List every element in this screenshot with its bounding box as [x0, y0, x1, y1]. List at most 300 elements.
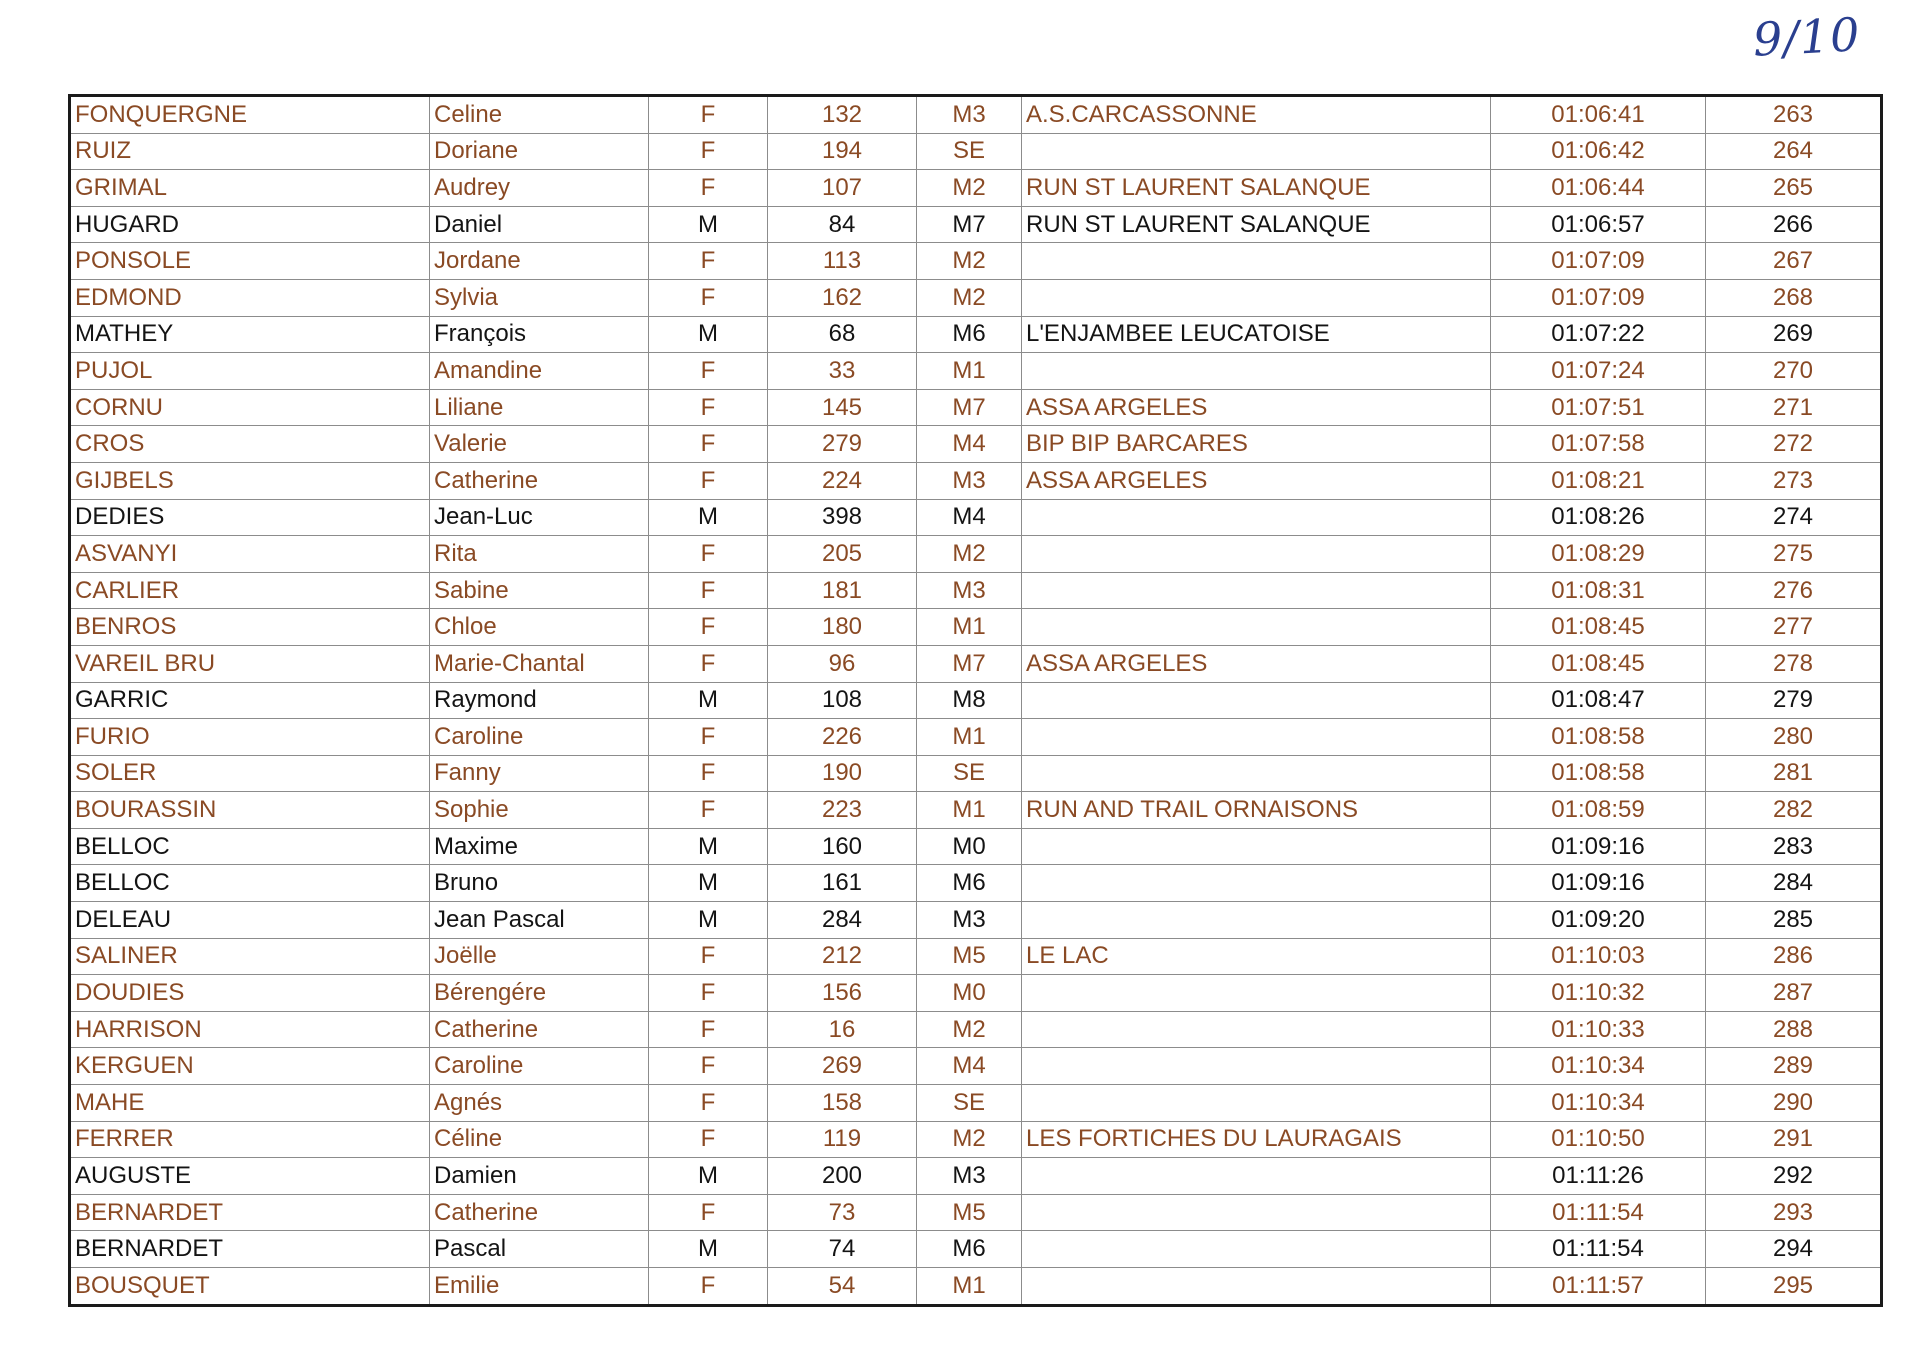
bib-number-cell: 108	[768, 682, 917, 719]
bib-number-cell: 226	[768, 719, 917, 756]
finish-time-cell: 01:09:16	[1491, 828, 1706, 865]
first-name-cell: Joëlle	[430, 938, 649, 975]
first-name-cell: Pascal	[430, 1231, 649, 1268]
table-row	[70, 609, 1882, 646]
finish-time-cell: 01:08:45	[1491, 609, 1706, 646]
last-name-cell: DEDIES	[70, 499, 430, 536]
category-cell: M0	[917, 828, 1022, 865]
category-cell: M3	[917, 1158, 1022, 1195]
table-row	[70, 572, 1882, 609]
first-name-cell: Jean-Luc	[430, 499, 649, 536]
first-name-cell: Catherine	[430, 1194, 649, 1231]
finish-time-cell: 01:10:34	[1491, 1085, 1706, 1122]
bib-number-cell: 205	[768, 536, 917, 573]
rank-cell: 291	[1706, 1121, 1882, 1158]
club-cell	[1022, 499, 1491, 536]
finish-time-cell: 01:11:54	[1491, 1194, 1706, 1231]
club-cell: RUN ST LAURENT SALANQUE	[1022, 206, 1491, 243]
finish-time-cell: 01:08:26	[1491, 499, 1706, 536]
rank-cell: 293	[1706, 1194, 1882, 1231]
club-cell: RUN AND TRAIL ORNAISONS	[1022, 792, 1491, 829]
club-cell	[1022, 279, 1491, 316]
category-cell: M2	[917, 170, 1022, 207]
finish-time-cell: 01:10:32	[1491, 975, 1706, 1012]
last-name-cell: GRIMAL	[70, 170, 430, 207]
finish-time-cell: 01:07:51	[1491, 389, 1706, 426]
club-cell	[1022, 572, 1491, 609]
bib-number-cell: 279	[768, 426, 917, 463]
club-cell	[1022, 975, 1491, 1012]
category-cell: M1	[917, 609, 1022, 646]
finish-time-cell: 01:07:24	[1491, 353, 1706, 390]
rank-cell: 287	[1706, 975, 1882, 1012]
bib-number-cell: 398	[768, 499, 917, 536]
category-cell: M5	[917, 1194, 1022, 1231]
handwritten-page-number: 9/10	[1751, 7, 1862, 67]
finish-time-cell: 01:08:58	[1491, 719, 1706, 756]
sex-cell: M	[649, 682, 768, 719]
sex-cell: F	[649, 536, 768, 573]
finish-time-cell: 01:07:09	[1491, 243, 1706, 280]
rank-cell: 263	[1706, 96, 1882, 134]
category-cell: M1	[917, 353, 1022, 390]
bib-number-cell: 181	[768, 572, 917, 609]
club-cell	[1022, 865, 1491, 902]
first-name-cell: Catherine	[430, 462, 649, 499]
finish-time-cell: 01:10:33	[1491, 1011, 1706, 1048]
rank-cell: 275	[1706, 536, 1882, 573]
table-row	[70, 645, 1882, 682]
last-name-cell: VAREIL BRU	[70, 645, 430, 682]
table-row	[70, 243, 1882, 280]
bib-number-cell: 132	[768, 96, 917, 134]
table-row	[70, 1194, 1882, 1231]
table-row	[70, 828, 1882, 865]
finish-time-cell: 01:08:45	[1491, 645, 1706, 682]
category-cell: M2	[917, 536, 1022, 573]
last-name-cell: FERRER	[70, 1121, 430, 1158]
finish-time-cell: 01:07:09	[1491, 279, 1706, 316]
first-name-cell: Valerie	[430, 426, 649, 463]
sex-cell: F	[649, 133, 768, 170]
rank-cell: 272	[1706, 426, 1882, 463]
first-name-cell: Rita	[430, 536, 649, 573]
category-cell: M0	[917, 975, 1022, 1012]
category-cell: M8	[917, 682, 1022, 719]
rank-cell: 264	[1706, 133, 1882, 170]
category-cell: M7	[917, 206, 1022, 243]
first-name-cell: Celine	[430, 96, 649, 134]
last-name-cell: RUIZ	[70, 133, 430, 170]
first-name-cell: Amandine	[430, 353, 649, 390]
table-row	[70, 499, 1882, 536]
sex-cell: F	[649, 279, 768, 316]
finish-time-cell: 01:10:34	[1491, 1048, 1706, 1085]
first-name-cell: Caroline	[430, 719, 649, 756]
table-row	[70, 865, 1882, 902]
table-row	[70, 426, 1882, 463]
rank-cell: 265	[1706, 170, 1882, 207]
club-cell	[1022, 828, 1491, 865]
sex-cell: F	[649, 1268, 768, 1306]
club-cell	[1022, 1048, 1491, 1085]
category-cell: M7	[917, 389, 1022, 426]
club-cell	[1022, 243, 1491, 280]
finish-time-cell: 01:09:16	[1491, 865, 1706, 902]
last-name-cell: MATHEY	[70, 316, 430, 353]
table-row	[70, 389, 1882, 426]
table-row	[70, 792, 1882, 829]
club-cell: LES FORTICHES DU LAURAGAIS	[1022, 1121, 1491, 1158]
rank-cell: 266	[1706, 206, 1882, 243]
sex-cell: M	[649, 206, 768, 243]
table-row	[70, 1121, 1882, 1158]
first-name-cell: Bérengére	[430, 975, 649, 1012]
sex-cell: F	[649, 572, 768, 609]
finish-time-cell: 01:06:41	[1491, 96, 1706, 134]
club-cell	[1022, 1194, 1491, 1231]
sex-cell: F	[649, 645, 768, 682]
last-name-cell: CORNU	[70, 389, 430, 426]
club-cell	[1022, 902, 1491, 939]
sex-cell: M	[649, 1231, 768, 1268]
bib-number-cell: 269	[768, 1048, 917, 1085]
results-table-body	[70, 96, 1882, 1306]
table-row	[70, 938, 1882, 975]
first-name-cell: Jean Pascal	[430, 902, 649, 939]
bib-number-cell: 194	[768, 133, 917, 170]
last-name-cell: DELEAU	[70, 902, 430, 939]
last-name-cell: CROS	[70, 426, 430, 463]
category-cell: M6	[917, 1231, 1022, 1268]
last-name-cell: EDMOND	[70, 279, 430, 316]
finish-time-cell: 01:10:50	[1491, 1121, 1706, 1158]
sex-cell: F	[649, 792, 768, 829]
rank-cell: 273	[1706, 462, 1882, 499]
table-row	[70, 755, 1882, 792]
table-row	[70, 462, 1882, 499]
finish-time-cell: 01:08:31	[1491, 572, 1706, 609]
first-name-cell: Raymond	[430, 682, 649, 719]
sex-cell: F	[649, 609, 768, 646]
category-cell: SE	[917, 755, 1022, 792]
category-cell: M6	[917, 316, 1022, 353]
sex-cell: F	[649, 1048, 768, 1085]
first-name-cell: Jordane	[430, 243, 649, 280]
first-name-cell: Céline	[430, 1121, 649, 1158]
first-name-cell: Doriane	[430, 133, 649, 170]
last-name-cell: DOUDIES	[70, 975, 430, 1012]
table-row	[70, 682, 1882, 719]
last-name-cell: SALINER	[70, 938, 430, 975]
club-cell: LE LAC	[1022, 938, 1491, 975]
rank-cell: 281	[1706, 755, 1882, 792]
rank-cell: 285	[1706, 902, 1882, 939]
bib-number-cell: 224	[768, 462, 917, 499]
sex-cell: M	[649, 316, 768, 353]
table-row	[70, 902, 1882, 939]
table-row	[70, 133, 1882, 170]
last-name-cell: MAHE	[70, 1085, 430, 1122]
sex-cell: F	[649, 1194, 768, 1231]
bib-number-cell: 84	[768, 206, 917, 243]
table-row	[70, 1158, 1882, 1195]
finish-time-cell: 01:07:22	[1491, 316, 1706, 353]
last-name-cell: GIJBELS	[70, 462, 430, 499]
first-name-cell: Sophie	[430, 792, 649, 829]
last-name-cell: SOLER	[70, 755, 430, 792]
first-name-cell: Daniel	[430, 206, 649, 243]
finish-time-cell: 01:06:44	[1491, 170, 1706, 207]
first-name-cell: Chloe	[430, 609, 649, 646]
finish-time-cell: 01:09:20	[1491, 902, 1706, 939]
category-cell: M3	[917, 902, 1022, 939]
finish-time-cell: 01:08:47	[1491, 682, 1706, 719]
club-cell	[1022, 1011, 1491, 1048]
bib-number-cell: 160	[768, 828, 917, 865]
bib-number-cell: 158	[768, 1085, 917, 1122]
club-cell	[1022, 1268, 1491, 1306]
finish-time-cell: 01:08:21	[1491, 462, 1706, 499]
last-name-cell: FONQUERGNE	[70, 96, 430, 134]
finish-time-cell: 01:08:58	[1491, 755, 1706, 792]
bib-number-cell: 73	[768, 1194, 917, 1231]
first-name-cell: Audrey	[430, 170, 649, 207]
last-name-cell: CARLIER	[70, 572, 430, 609]
rank-cell: 276	[1706, 572, 1882, 609]
rank-cell: 267	[1706, 243, 1882, 280]
sex-cell: M	[649, 828, 768, 865]
bib-number-cell: 190	[768, 755, 917, 792]
first-name-cell: Emilie	[430, 1268, 649, 1306]
last-name-cell: BERNARDET	[70, 1231, 430, 1268]
rank-cell: 286	[1706, 938, 1882, 975]
category-cell: M2	[917, 1121, 1022, 1158]
club-cell: BIP BIP BARCARES	[1022, 426, 1491, 463]
last-name-cell: HARRISON	[70, 1011, 430, 1048]
club-cell	[1022, 536, 1491, 573]
bib-number-cell: 161	[768, 865, 917, 902]
finish-time-cell: 01:10:03	[1491, 938, 1706, 975]
first-name-cell: François	[430, 316, 649, 353]
table-row	[70, 170, 1882, 207]
rank-cell: 292	[1706, 1158, 1882, 1195]
first-name-cell: Liliane	[430, 389, 649, 426]
last-name-cell: FURIO	[70, 719, 430, 756]
last-name-cell: ASVANYI	[70, 536, 430, 573]
first-name-cell: Agnés	[430, 1085, 649, 1122]
sex-cell: F	[649, 1011, 768, 1048]
bib-number-cell: 107	[768, 170, 917, 207]
bib-number-cell: 156	[768, 975, 917, 1012]
category-cell: M3	[917, 462, 1022, 499]
rank-cell: 295	[1706, 1268, 1882, 1306]
last-name-cell: BELLOC	[70, 828, 430, 865]
category-cell: M4	[917, 1048, 1022, 1085]
last-name-cell: AUGUSTE	[70, 1158, 430, 1195]
club-cell: L'ENJAMBEE LEUCATOISE	[1022, 316, 1491, 353]
finish-time-cell: 01:11:54	[1491, 1231, 1706, 1268]
sex-cell: F	[649, 170, 768, 207]
category-cell: M1	[917, 719, 1022, 756]
club-cell	[1022, 682, 1491, 719]
sex-cell: M	[649, 499, 768, 536]
first-name-cell: Marie-Chantal	[430, 645, 649, 682]
last-name-cell: BERNARDET	[70, 1194, 430, 1231]
bib-number-cell: 180	[768, 609, 917, 646]
category-cell: M4	[917, 426, 1022, 463]
bib-number-cell: 212	[768, 938, 917, 975]
last-name-cell: BOURASSIN	[70, 792, 430, 829]
table-row	[70, 1011, 1882, 1048]
rank-cell: 284	[1706, 865, 1882, 902]
table-row	[70, 206, 1882, 243]
club-cell: ASSA ARGELES	[1022, 389, 1491, 426]
category-cell: M4	[917, 499, 1022, 536]
table-row	[70, 1231, 1882, 1268]
bib-number-cell: 223	[768, 792, 917, 829]
sex-cell: M	[649, 1158, 768, 1195]
category-cell: SE	[917, 133, 1022, 170]
bib-number-cell: 200	[768, 1158, 917, 1195]
table-row	[70, 1268, 1882, 1306]
finish-time-cell: 01:11:26	[1491, 1158, 1706, 1195]
sex-cell: F	[649, 755, 768, 792]
bib-number-cell: 162	[768, 279, 917, 316]
finish-time-cell: 01:08:29	[1491, 536, 1706, 573]
sex-cell: F	[649, 1121, 768, 1158]
table-row	[70, 975, 1882, 1012]
rank-cell: 268	[1706, 279, 1882, 316]
bib-number-cell: 68	[768, 316, 917, 353]
first-name-cell: Bruno	[430, 865, 649, 902]
club-cell: RUN ST LAURENT SALANQUE	[1022, 170, 1491, 207]
first-name-cell: Catherine	[430, 1011, 649, 1048]
rank-cell: 278	[1706, 645, 1882, 682]
table-row	[70, 719, 1882, 756]
club-cell	[1022, 755, 1491, 792]
category-cell: M6	[917, 865, 1022, 902]
category-cell: M1	[917, 792, 1022, 829]
bib-number-cell: 145	[768, 389, 917, 426]
table-row	[70, 1085, 1882, 1122]
rank-cell: 282	[1706, 792, 1882, 829]
sex-cell: M	[649, 865, 768, 902]
finish-time-cell: 01:07:58	[1491, 426, 1706, 463]
rank-cell: 288	[1706, 1011, 1882, 1048]
sex-cell: F	[649, 1085, 768, 1122]
first-name-cell: Caroline	[430, 1048, 649, 1085]
last-name-cell: BELLOC	[70, 865, 430, 902]
category-cell: M3	[917, 96, 1022, 134]
last-name-cell: PONSOLE	[70, 243, 430, 280]
club-cell	[1022, 719, 1491, 756]
category-cell: M2	[917, 1011, 1022, 1048]
bib-number-cell: 16	[768, 1011, 917, 1048]
table-row	[70, 96, 1882, 134]
finish-time-cell: 01:06:42	[1491, 133, 1706, 170]
rank-cell: 277	[1706, 609, 1882, 646]
table-row	[70, 353, 1882, 390]
bib-number-cell: 113	[768, 243, 917, 280]
sex-cell: F	[649, 243, 768, 280]
club-cell	[1022, 1231, 1491, 1268]
rank-cell: 290	[1706, 1085, 1882, 1122]
rank-cell: 274	[1706, 499, 1882, 536]
category-cell: SE	[917, 1085, 1022, 1122]
sex-cell: F	[649, 389, 768, 426]
bib-number-cell: 54	[768, 1268, 917, 1306]
table-row	[70, 536, 1882, 573]
rank-cell: 280	[1706, 719, 1882, 756]
first-name-cell: Maxime	[430, 828, 649, 865]
category-cell: M3	[917, 572, 1022, 609]
club-cell: A.S.CARCASSONNE	[1022, 96, 1491, 134]
bib-number-cell: 74	[768, 1231, 917, 1268]
last-name-cell: BOUSQUET	[70, 1268, 430, 1306]
finish-time-cell: 01:11:57	[1491, 1268, 1706, 1306]
category-cell: M1	[917, 1268, 1022, 1306]
bib-number-cell: 284	[768, 902, 917, 939]
rank-cell: 271	[1706, 389, 1882, 426]
club-cell	[1022, 133, 1491, 170]
finish-time-cell: 01:06:57	[1491, 206, 1706, 243]
category-cell: M5	[917, 938, 1022, 975]
sex-cell: F	[649, 462, 768, 499]
sex-cell: F	[649, 96, 768, 134]
first-name-cell: Sylvia	[430, 279, 649, 316]
last-name-cell: BENROS	[70, 609, 430, 646]
finish-time-cell: 01:08:59	[1491, 792, 1706, 829]
rank-cell: 270	[1706, 353, 1882, 390]
table-row	[70, 316, 1882, 353]
last-name-cell: KERGUEN	[70, 1048, 430, 1085]
category-cell: M2	[917, 279, 1022, 316]
first-name-cell: Fanny	[430, 755, 649, 792]
table-row	[70, 1048, 1882, 1085]
category-cell: M7	[917, 645, 1022, 682]
club-cell	[1022, 1158, 1491, 1195]
rank-cell: 283	[1706, 828, 1882, 865]
bib-number-cell: 33	[768, 353, 917, 390]
club-cell: ASSA ARGELES	[1022, 462, 1491, 499]
table-row	[70, 279, 1882, 316]
results-table	[68, 94, 1883, 1307]
rank-cell: 269	[1706, 316, 1882, 353]
club-cell: ASSA ARGELES	[1022, 645, 1491, 682]
sex-cell: F	[649, 426, 768, 463]
rank-cell: 289	[1706, 1048, 1882, 1085]
bib-number-cell: 119	[768, 1121, 917, 1158]
rank-cell: 294	[1706, 1231, 1882, 1268]
club-cell	[1022, 1085, 1491, 1122]
last-name-cell: PUJOL	[70, 353, 430, 390]
club-cell	[1022, 609, 1491, 646]
sex-cell: F	[649, 975, 768, 1012]
bib-number-cell: 96	[768, 645, 917, 682]
sex-cell: F	[649, 353, 768, 390]
last-name-cell: HUGARD	[70, 206, 430, 243]
club-cell	[1022, 353, 1491, 390]
category-cell: M2	[917, 243, 1022, 280]
first-name-cell: Damien	[430, 1158, 649, 1195]
sex-cell: F	[649, 719, 768, 756]
rank-cell: 279	[1706, 682, 1882, 719]
last-name-cell: GARRIC	[70, 682, 430, 719]
sex-cell: F	[649, 938, 768, 975]
first-name-cell: Sabine	[430, 572, 649, 609]
sex-cell: M	[649, 902, 768, 939]
